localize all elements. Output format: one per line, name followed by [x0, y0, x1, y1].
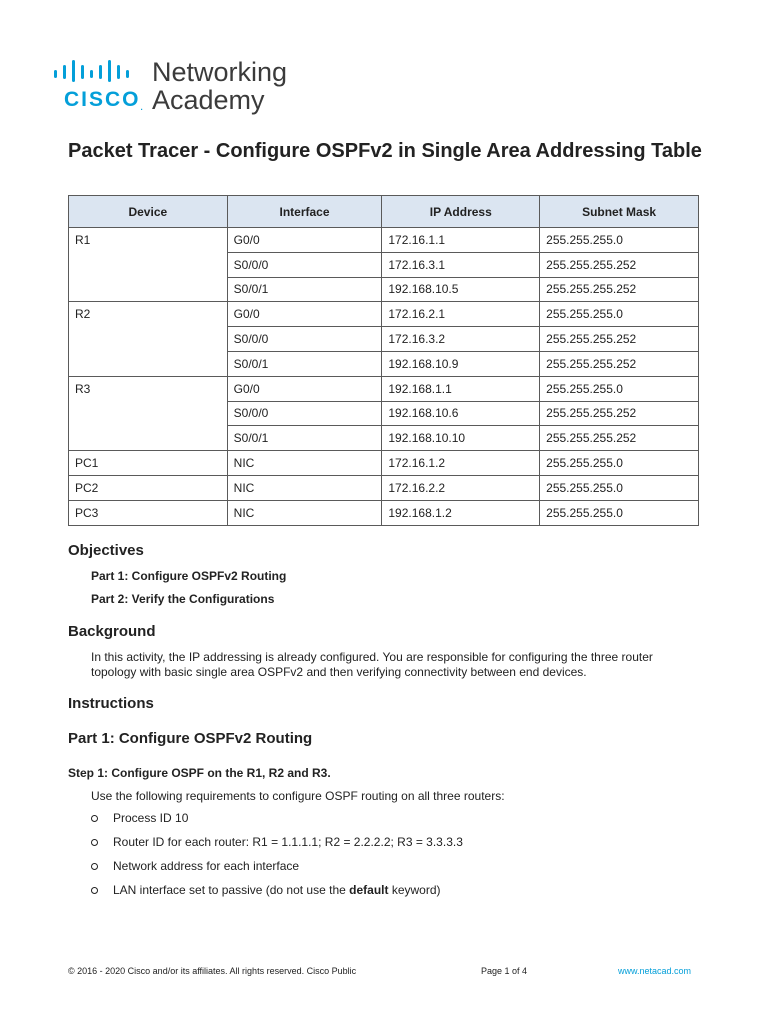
table-row [69, 302, 699, 327]
logo-line-academy: Academy [152, 85, 265, 115]
list-item: Network address for each interface [113, 859, 299, 873]
mask-cell: 255.255.255.0 [540, 475, 699, 500]
table-header-row [69, 196, 699, 228]
col-header-device: Device [69, 196, 228, 228]
background-paragraph [91, 650, 701, 680]
device-cell: R3 [69, 376, 228, 450]
ip-cell: 192.168.10.10 [382, 426, 540, 451]
interface-cell: S0/0/0 [227, 401, 382, 426]
part1-heading: Part 1: Configure OSPFv2 Routing [68, 730, 313, 747]
mask-cell: 255.255.255.252 [540, 401, 699, 426]
mask-cell: 255.255.255.252 [540, 277, 699, 302]
cisco-bars-icon [52, 60, 142, 82]
mask-cell: 255.255.255.0 [540, 376, 699, 401]
ip-cell: 192.168.1.1 [382, 376, 540, 401]
device-cell: PC1 [69, 451, 228, 476]
mask-cell: 255.255.255.252 [540, 252, 699, 277]
objective-part2: Part 2: Verify the Configurations [91, 592, 275, 606]
mask-cell: 255.255.255.0 [540, 302, 699, 327]
interface-cell: NIC [227, 475, 382, 500]
ip-cell: 172.16.3.1 [382, 252, 540, 277]
ip-cell: 172.16.3.2 [382, 327, 540, 352]
cisco-wordmark: CISCO. [64, 88, 143, 112]
interface-cell: NIC [227, 451, 382, 476]
ip-cell: 172.16.1.2 [382, 451, 540, 476]
instructions-heading: Instructions [68, 695, 154, 712]
col-header-subnet-mask: Subnet Mask [540, 196, 699, 228]
table-row [69, 475, 699, 500]
interface-cell: G0/0 [227, 376, 382, 401]
table-row [69, 500, 699, 525]
bullet-icon [91, 815, 98, 822]
ip-cell: 192.168.10.5 [382, 277, 540, 302]
addressing-table [68, 195, 699, 526]
list-item: LAN interface set to passive (do not use the default keyword) [113, 883, 441, 897]
ip-cell: 192.168.10.9 [382, 351, 540, 376]
ip-cell: 192.168.1.2 [382, 500, 540, 525]
cisco-networking-academy-logo [52, 58, 312, 116]
page-title: Packet Tracer - Configure OSPFv2 in Single Area Addressing Table [68, 140, 702, 162]
mask-cell: 255.255.255.0 [540, 228, 699, 253]
ip-cell: 172.16.2.1 [382, 302, 540, 327]
table-row [69, 376, 699, 401]
interface-cell: NIC [227, 500, 382, 525]
device-cell: PC2 [69, 475, 228, 500]
bullet-icon [91, 863, 98, 870]
table-row [69, 451, 699, 476]
bullet-icon [91, 839, 98, 846]
interface-cell: S0/0/1 [227, 426, 382, 451]
mask-cell: 255.255.255.252 [540, 426, 699, 451]
col-header-interface: Interface [227, 196, 382, 228]
interface-cell: S0/0/1 [227, 351, 382, 376]
interface-cell: S0/0/1 [227, 277, 382, 302]
interface-cell: G0/0 [227, 228, 382, 253]
footer-page-number: Page 1 of 4 [481, 966, 528, 976]
device-cell: R1 [69, 228, 228, 302]
mask-cell: 255.255.255.252 [540, 327, 699, 352]
mask-cell: 255.255.255.0 [540, 500, 699, 525]
keyword-default: default [349, 883, 389, 897]
ip-cell: 172.16.1.1 [382, 228, 540, 253]
background-line1: In this activity, the IP addressing is already configured. You are responsible for configuring the three router [91, 650, 653, 664]
list-item: Router ID for each router: R1 = 1.1.1.1; R2 = 2.2.2.2; R3 = 3.3.3.3 [113, 835, 463, 849]
bullet-icon [91, 887, 98, 894]
step1-intro: Use the following requirements to configure OSPF routing on all three routers: [91, 789, 505, 803]
interface-cell: G0/0 [227, 302, 382, 327]
background-line2: topology with basic single area OSPFv2 and then verifying connectivity between end devices. [91, 665, 587, 679]
objective-part1: Part 1: Configure OSPFv2 Routing [91, 569, 287, 583]
table-row [69, 228, 699, 253]
interface-cell: S0/0/0 [227, 327, 382, 352]
step1-heading: Step 1: Configure OSPF on the R1, R2 and R3. [68, 766, 331, 780]
mask-cell: 255.255.255.0 [540, 451, 699, 476]
mask-cell: 255.255.255.252 [540, 351, 699, 376]
ip-cell: 192.168.10.6 [382, 401, 540, 426]
ip-cell: 172.16.2.2 [382, 475, 540, 500]
background-heading: Background [68, 623, 156, 640]
footer-copyright: © 2016 - 2020 Cisco and/or its affiliates. All rights reserved. Cisco Public [68, 966, 357, 976]
interface-cell: S0/0/0 [227, 252, 382, 277]
footer-netacad-link[interactable]: www.netacad.com [618, 966, 692, 976]
device-cell: PC3 [69, 500, 228, 525]
logo-line-networking: Networking [152, 57, 288, 87]
objectives-heading: Objectives [68, 542, 144, 559]
list-item: Process ID 10 [113, 811, 188, 825]
device-cell: R2 [69, 302, 228, 376]
col-header-ip-address: IP Address [382, 196, 540, 228]
